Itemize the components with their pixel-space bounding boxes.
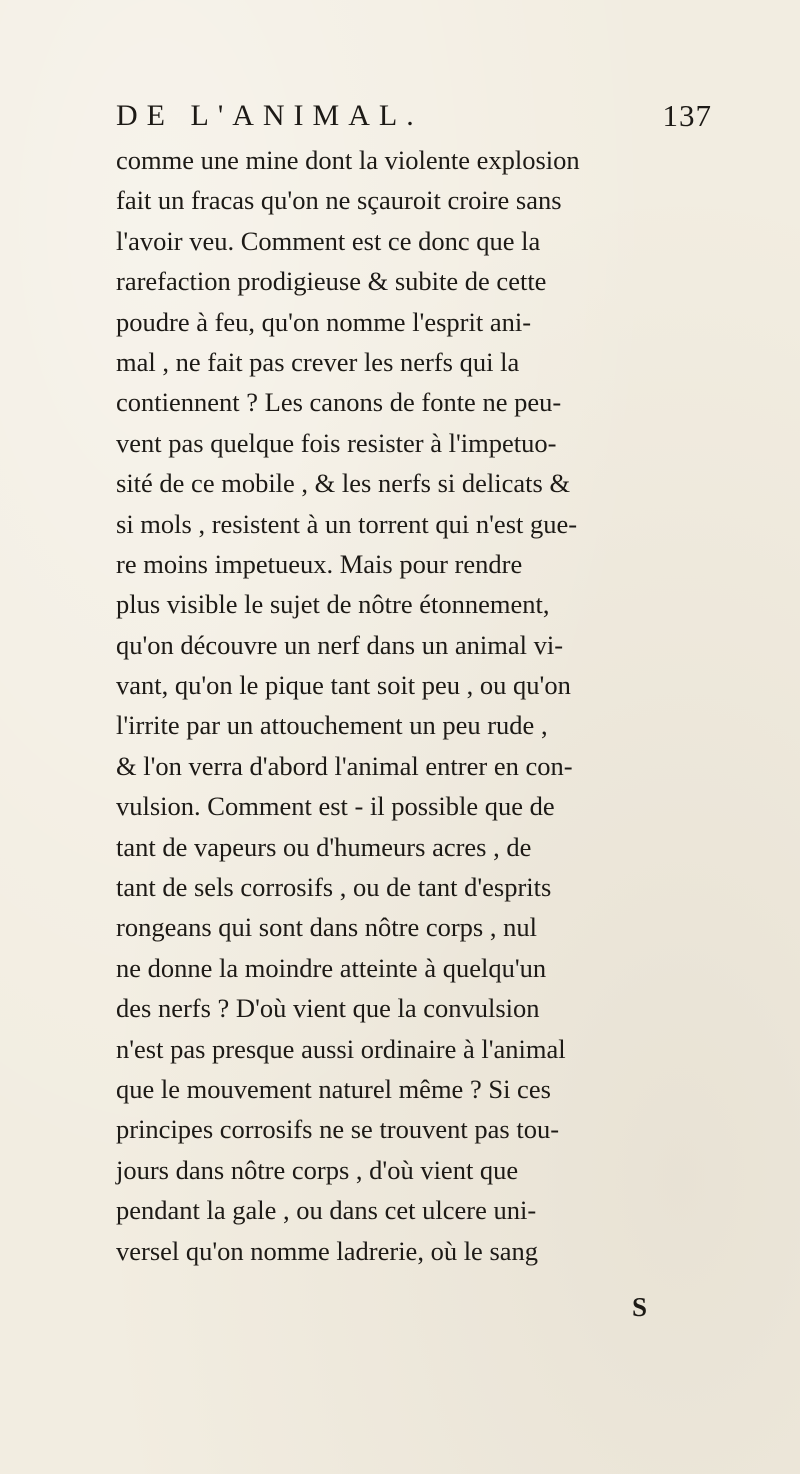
text-line: pendant la gale , ou dans cet ulcere uni- [116, 1195, 537, 1226]
text-line: ne donne la moindre atteinte à quelqu'un [116, 952, 547, 983]
text-line: mal , ne fait pas crever les nerfs qui la [116, 346, 520, 377]
running-head [116, 98, 712, 134]
text-line: que le mouvement naturel même ? Si ces [116, 1073, 551, 1104]
text-line: vulsion. Comment est - il possible que de [116, 791, 555, 822]
text-line: qu'on découvre un nerf dans un animal vi- [116, 629, 564, 660]
text-line: fait un fracas qu'on ne sçauroit croire sans [116, 185, 562, 216]
text-line: des nerfs ? D'où vient que la convulsion [116, 993, 540, 1024]
text-line: rongeans qui sont dans nôtre corps , nul [116, 912, 537, 943]
text-line: versel qu'on nomme ladrerie, où le sang [116, 1235, 539, 1266]
signature-mark: S [632, 1292, 648, 1322]
text-line: tant de vapeurs ou d'humeurs acres , de [116, 831, 532, 862]
text-line: rarefaction prodigieuse & subite de cette [116, 266, 547, 297]
text-line: tant de sels corrosifs , ou de tant d'esprits [116, 872, 552, 903]
text-line: l'irrite par un attouchement un peu rude , [116, 710, 548, 741]
body-text [116, 140, 712, 1271]
text-line: & l'on verra d'abord l'animal entrer en con- [116, 750, 573, 781]
running-title: DE L'ANIMAL. [116, 99, 423, 132]
page-number: 137 [662, 98, 712, 133]
text-line: poudre à feu, qu'on nomme l'esprit ani- [116, 306, 532, 337]
text-line: re moins impetueux. Mais pour rendre [116, 548, 523, 579]
text-line: jours dans nôtre corps , d'où vient que [116, 1154, 519, 1185]
text-line: vant, qu'on le pique tant soit peu , ou qu'on [116, 670, 571, 701]
text-line: sité de ce mobile , & les nerfs si delicats & [116, 468, 571, 499]
text-line: principes corrosifs ne se trouvent pas tou- [116, 1114, 560, 1145]
text-line: contiennent ? Les canons de fonte ne peu- [116, 387, 562, 418]
text-line: l'avoir veu. Comment est ce donc que la [116, 225, 541, 256]
text-line: vent pas quelque fois resister à l'impetuo- [116, 427, 557, 458]
text-line: si mols , resistent à un torrent qui n'est gue- [116, 508, 578, 539]
text-line: comme une mine dont la violente explosion [116, 145, 580, 175]
text-line: n'est pas presque aussi ordinaire à l'animal [116, 1033, 566, 1064]
text-line: plus visible le sujet de nôtre étonnement, [116, 589, 550, 620]
